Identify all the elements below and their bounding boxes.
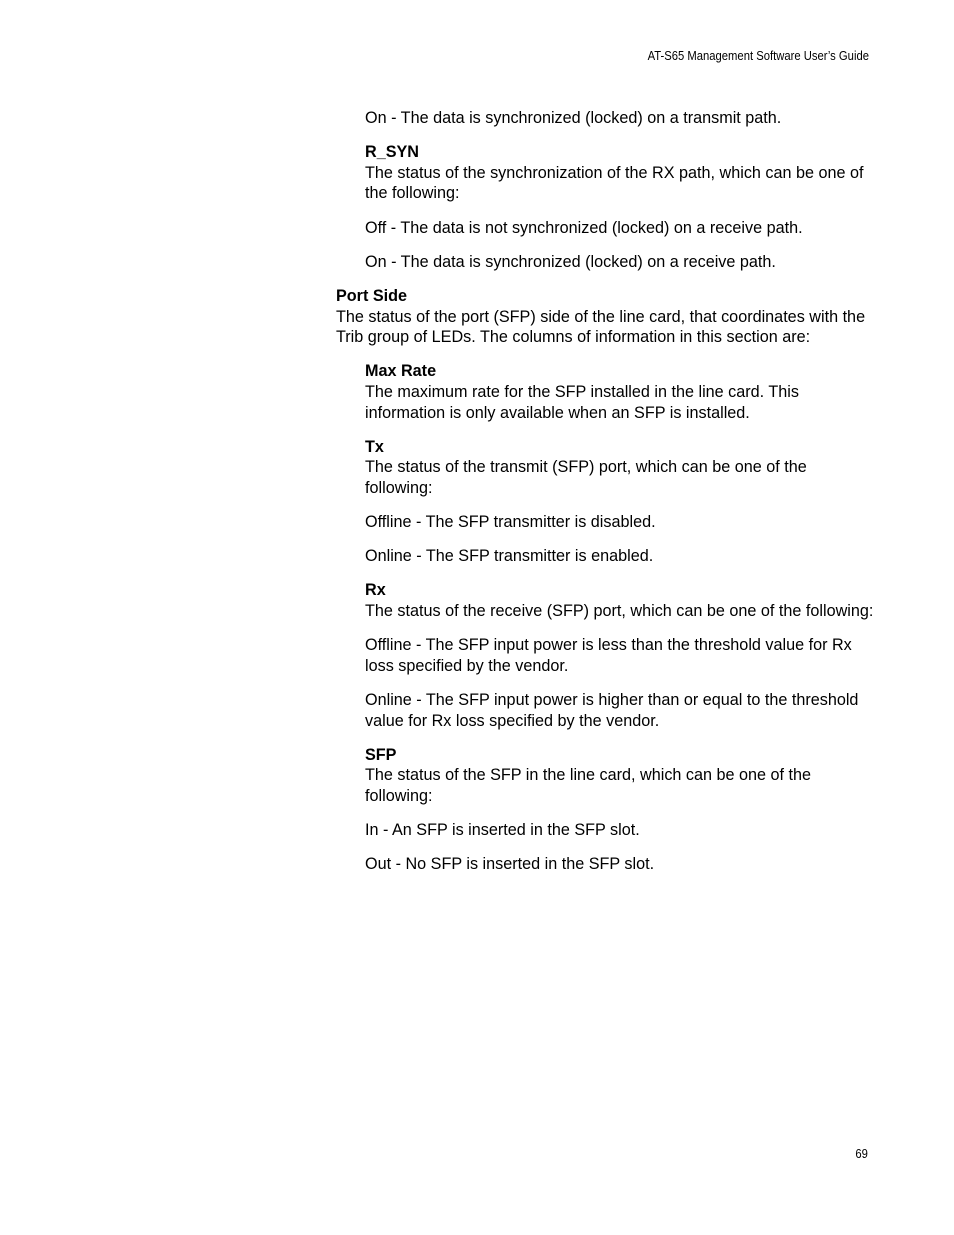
tx-offline-text: Offline - The SFP transmitter is disabled.: [365, 513, 656, 532]
rx-online-text: Online - The SFP input power is higher than or equal to the threshold value for Rx loss specified by the vendor.: [365, 691, 859, 730]
r-syn-on-text: On - The data is synchronized (locked) on a receive path.: [365, 252, 776, 271]
sfp-out-text: Out - No SFP is inserted in the SFP slot.: [365, 855, 655, 874]
tx-description: The status of the transmit (SFP) port, which can be one of the following:: [365, 458, 807, 497]
t-syn-on-text: On - The data is synchronized (locked) on a transmit path.: [365, 109, 782, 127]
rx-entry: [365, 580, 876, 621]
tx-entry: [365, 437, 876, 499]
port-side-heading: Port Side: [336, 286, 408, 305]
port-side-description: The status of the port (SFP) side of the line card, that coordinates with the Trib group of LEDs. The columns of information in this section are:: [336, 307, 866, 347]
max-rate-entry: [365, 361, 876, 423]
sfp-entry: [365, 745, 876, 807]
port-side-entry: [336, 286, 876, 348]
tx-online-text: Online - The SFP transmitter is enabled.: [365, 547, 654, 566]
page-body: [336, 108, 876, 889]
page-number: 69: [855, 1147, 868, 1161]
max-rate-term: Max Rate: [365, 362, 437, 381]
running-header: AT-S65 Management Software User’s Guide: [647, 49, 869, 63]
sfp-in-text: In - An SFP is inserted in the SFP slot.: [365, 821, 640, 840]
r-syn-entry: [365, 142, 876, 204]
tx-term: Tx: [365, 437, 384, 456]
rx-term: Rx: [365, 581, 386, 600]
rx-offline-text: Offline - The SFP input power is less than the threshold value for Rx loss specified by the vendor.: [365, 636, 852, 675]
max-rate-description: The maximum rate for the SFP installed in the line card. This information is only available when an SFP is installed.: [365, 382, 799, 422]
sfp-term: SFP: [365, 745, 397, 764]
r-syn-term: R_SYN: [365, 143, 419, 162]
rx-description: The status of the receive (SFP) port, which can be one of the following:: [365, 602, 874, 621]
r-syn-off-text: Off - The data is not synchronized (locked) on a receive path.: [365, 218, 803, 237]
sfp-description: The status of the SFP in the line card, which can be one of the following:: [365, 766, 812, 805]
r-syn-description: The status of the synchronization of the RX path, which can be one of the following:: [365, 163, 864, 203]
